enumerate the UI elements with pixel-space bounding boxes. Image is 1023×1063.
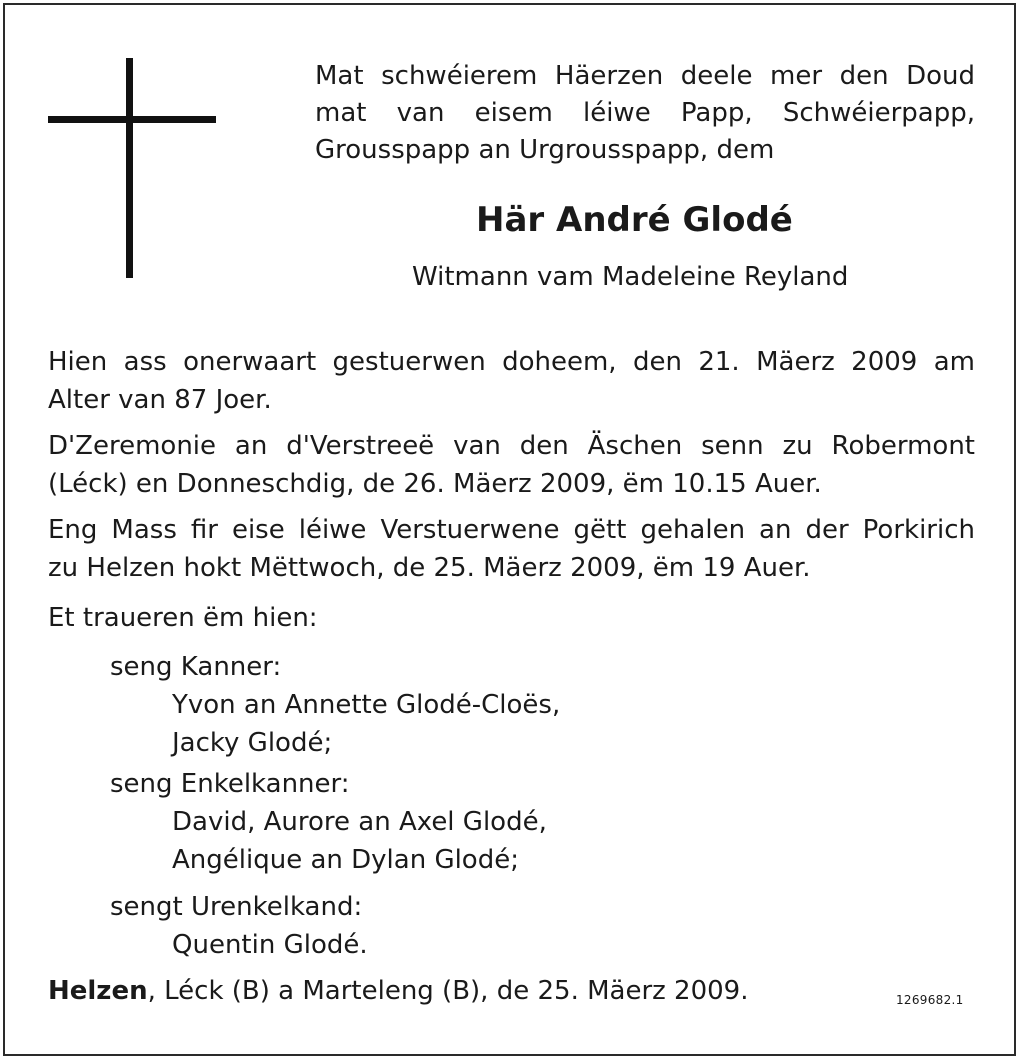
reference-number: 1269682.1 xyxy=(896,993,964,1007)
paragraph-line: (Léck) en Donneschdig, de 26. Mäerz 2009, ëm 10.15 Auer. xyxy=(48,469,822,499)
ceremony-paragraph xyxy=(48,427,975,503)
deceased-relation: Witmann vam Madeleine Reyland xyxy=(412,262,849,292)
paragraph-line: zu Helzen hokt Mëttwoch, de 25. Mäerz 2009, ëm 19 Auer. xyxy=(48,553,811,583)
mass-paragraph xyxy=(48,511,975,587)
place-date-line xyxy=(48,976,749,1006)
mourner-name: Yvon an Annette Glodé-Cloës, xyxy=(172,690,561,720)
mourner-group-grandchildren xyxy=(110,765,547,879)
mourner-name: Quentin Glodé. xyxy=(172,930,368,960)
place-name: Helzen xyxy=(48,976,148,1006)
intro-line: Mat schwéierem Häerzen deele mer den Doud xyxy=(315,61,975,91)
mourner-group-great-grandchild xyxy=(110,888,368,964)
paragraph-line: Alter van 87 Joer. xyxy=(48,385,272,415)
mourner-name: David, Aurore an Axel Glodé, xyxy=(172,807,547,837)
paragraph-line: Hien ass onerwaart gestuerwen doheem, den 21. Mäerz 2009 am xyxy=(48,347,975,377)
place-date-rest: , Léck (B) a Marteleng (B), de 25. Mäerz 2009. xyxy=(147,976,749,1006)
mourner-group-children xyxy=(110,648,560,762)
mourner-name: Jacky Glodé; xyxy=(172,728,333,758)
cross-vertical-bar xyxy=(126,58,133,278)
mourners-heading: Et traueren ëm hien: xyxy=(48,603,318,633)
mourner-group-label: seng Kanner: xyxy=(110,652,282,682)
paragraph-line: D'Zeremonie an d'Verstreeë van den Äschen senn zu Robermont xyxy=(48,431,975,461)
mourner-group-label: sengt Urenkelkand: xyxy=(110,892,363,922)
paragraph-line: Eng Mass fir eise léiwe Verstuerwene gëtt gehalen an der Porkirich xyxy=(48,515,975,545)
mourner-group-label: seng Enkelkanner: xyxy=(110,769,350,799)
intro-line: mat van eisem léiwe Papp, Schwéierpapp, xyxy=(315,98,975,128)
cross-horizontal-bar xyxy=(48,116,216,123)
mourner-name: Angélique an Dylan Glodé; xyxy=(172,845,519,875)
death-paragraph xyxy=(48,343,975,419)
intro-text xyxy=(315,58,975,169)
deceased-name: Här André Glodé xyxy=(476,200,793,240)
intro-line: Grousspapp an Urgrousspapp, dem xyxy=(315,135,775,165)
